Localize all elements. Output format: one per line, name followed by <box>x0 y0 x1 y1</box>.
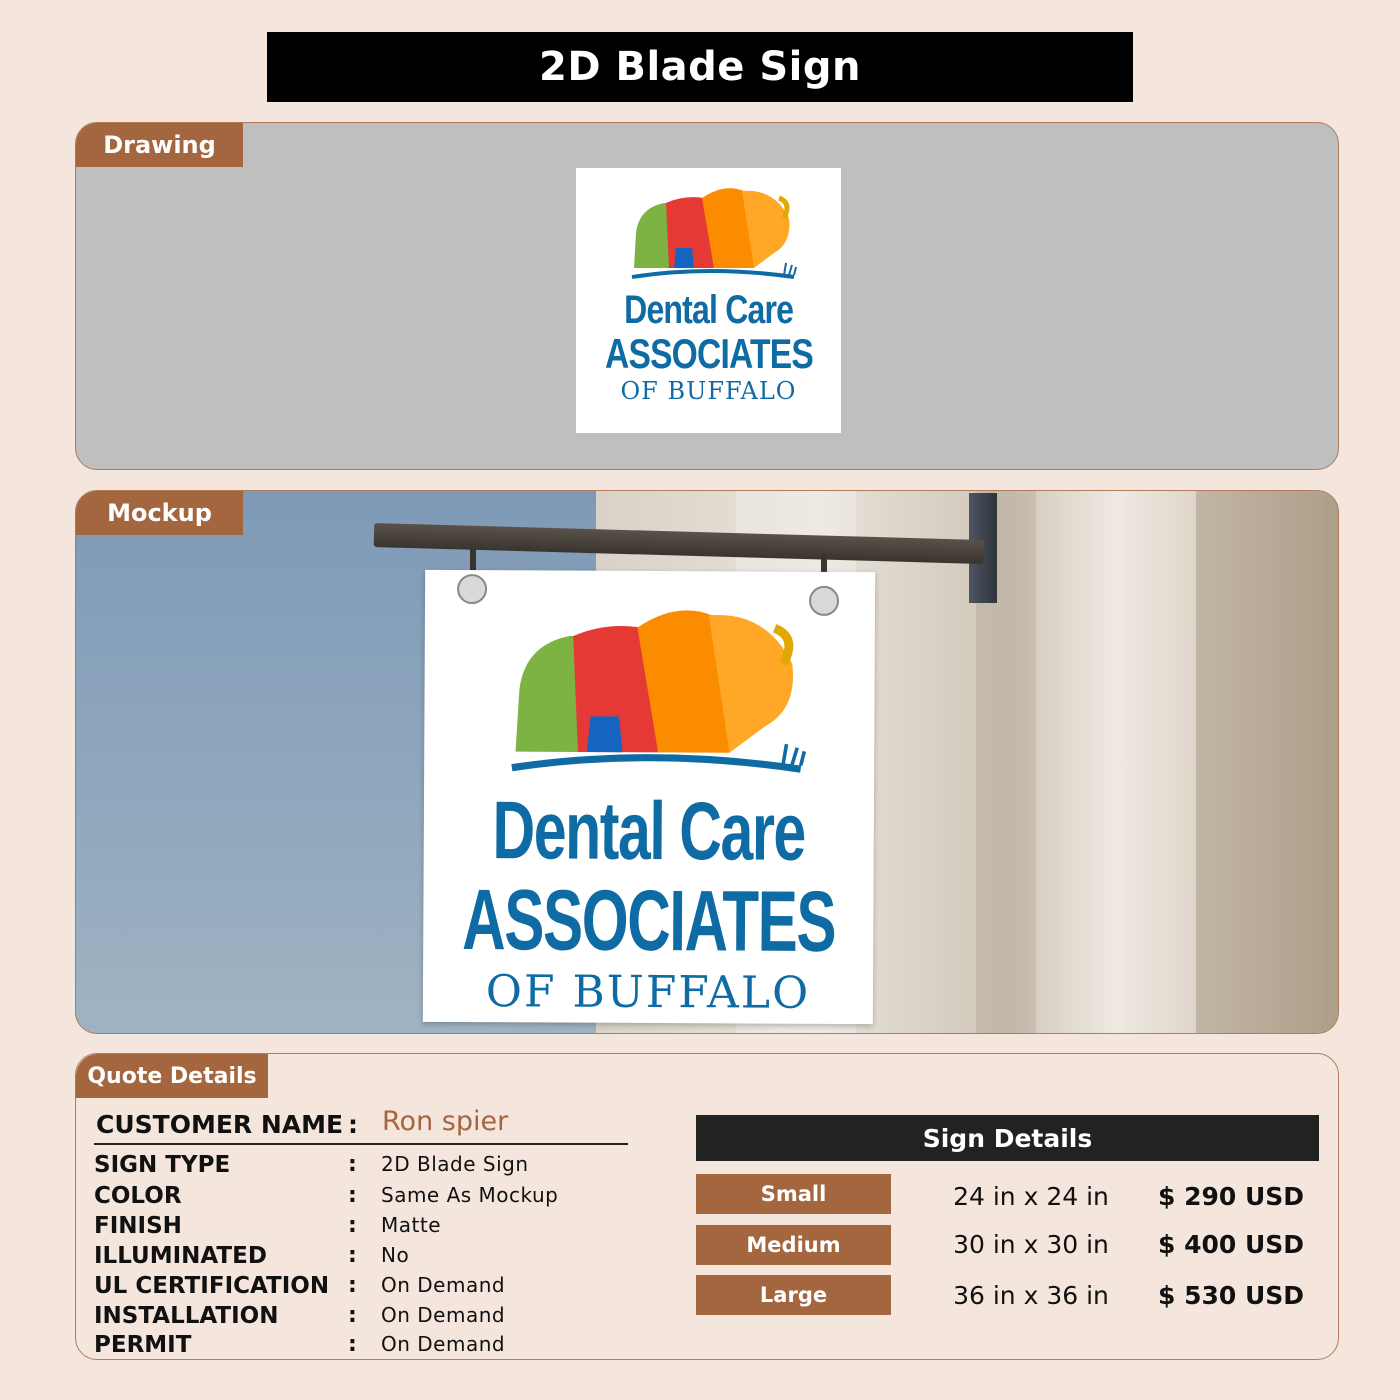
row-value: No <box>381 1243 410 1267</box>
colon: : <box>348 1273 357 1298</box>
mockup-panel <box>75 490 1339 1034</box>
mockup-tab: Mockup <box>76 491 243 535</box>
colon: : <box>348 1152 357 1177</box>
bison-logo-icon <box>614 173 804 288</box>
colon: : <box>348 1332 357 1357</box>
row-label: INSTALLATION <box>94 1303 279 1329</box>
size-small-button[interactable]: Small <box>696 1174 891 1214</box>
colon: : <box>348 1183 357 1208</box>
mockup-sign <box>423 570 875 1024</box>
size-dimensions: 36 in x 36 in <box>953 1281 1109 1310</box>
logo-line-3: OF BUFFALO <box>620 377 797 405</box>
drawing-tab: Drawing <box>76 123 243 167</box>
size-price: $ 400 USD <box>1157 1230 1305 1259</box>
row-value: On Demand <box>381 1303 506 1327</box>
page-title: 2D Blade Sign <box>267 32 1133 102</box>
sign-hole-right <box>809 586 839 616</box>
colon: : <box>348 1213 357 1238</box>
colon: : <box>348 1303 357 1328</box>
row-value: On Demand <box>381 1332 506 1356</box>
size-dimensions: 24 in x 24 in <box>953 1182 1109 1211</box>
size-price: $ 290 USD <box>1157 1182 1305 1211</box>
sign-details-heading: Sign Details <box>696 1115 1319 1161</box>
size-price: $ 530 USD <box>1157 1281 1305 1310</box>
colon: : <box>348 1243 357 1268</box>
row-label: ILLUMINATED <box>94 1243 267 1269</box>
customer-name-label: CUSTOMER NAME <box>96 1110 344 1139</box>
sign-hole-left <box>457 574 487 604</box>
bison-logo-icon <box>479 582 820 789</box>
sign-line-3: OF BUFFALO <box>485 966 811 1019</box>
row-label: UL CERTIFICATION <box>94 1273 330 1299</box>
logo-line-1: Dental Care <box>623 288 794 332</box>
size-dimensions: 30 in x 30 in <box>953 1230 1109 1259</box>
drawing-logo <box>576 168 841 433</box>
quote-panel <box>75 1053 1339 1360</box>
sign-line-2: ASSOCIATES <box>461 872 836 970</box>
row-value: On Demand <box>381 1273 506 1297</box>
drawing-panel <box>75 122 1339 470</box>
colon: : <box>348 1110 358 1139</box>
divider <box>94 1143 628 1145</box>
row-value: Matte <box>381 1213 441 1237</box>
row-label: FINISH <box>94 1213 182 1239</box>
row-label: SIGN TYPE <box>94 1152 231 1178</box>
row-label: PERMIT <box>94 1332 192 1358</box>
sign-line-1: Dental Care <box>492 785 806 878</box>
customer-name-value: Ron spier <box>382 1106 509 1137</box>
size-large-button[interactable]: Large <box>696 1275 891 1315</box>
row-value: Same As Mockup <box>381 1183 559 1207</box>
row-label: COLOR <box>94 1183 182 1209</box>
quote-tab: Quote Details <box>76 1054 268 1098</box>
size-medium-button[interactable]: Medium <box>696 1225 891 1265</box>
row-value: 2D Blade Sign <box>381 1152 529 1176</box>
logo-line-2: ASSOCIATES <box>604 330 813 377</box>
